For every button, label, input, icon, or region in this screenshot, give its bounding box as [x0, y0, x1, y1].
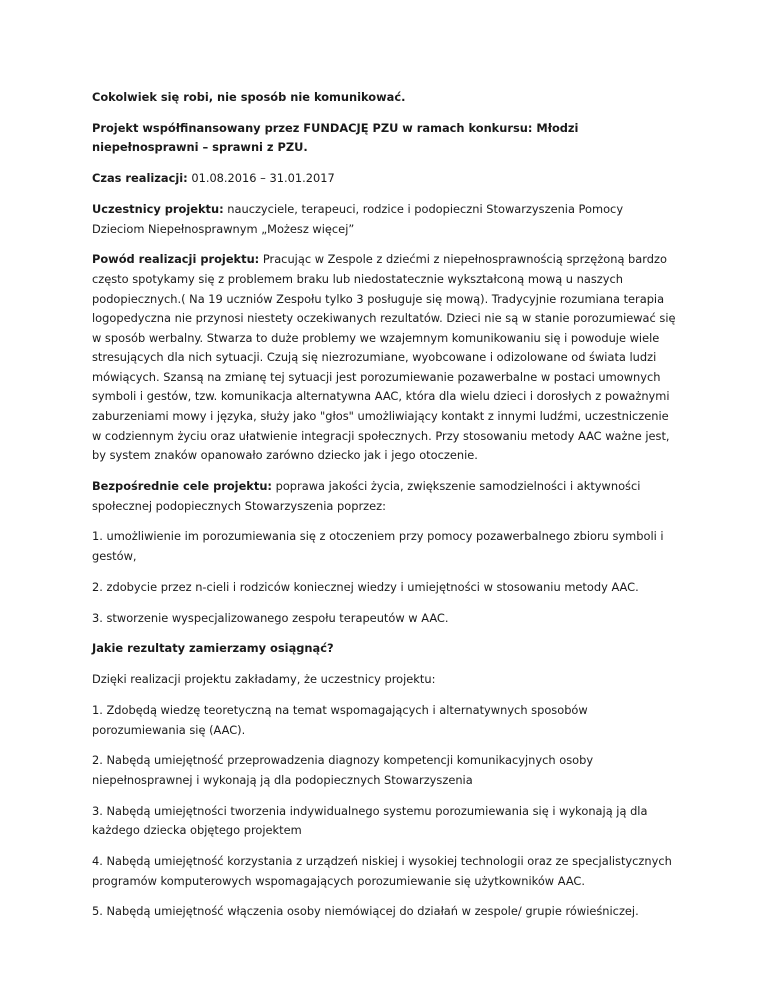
reason-paragraph — [92, 250, 678, 466]
goals-label: Bezpośrednie cele projektu: — [92, 479, 272, 494]
project-funding: Projekt współfinansowany przez FUNDACJĘ PZU w ramach konkursu: Młodzi niepełnosprawni – sprawni z PZU. — [92, 120, 579, 155]
result-item: 3. Nabędą umiejętności tworzenia indywidualnego systemu porozumiewania się i wykonają ją dla każdego dziecka objętego projektem — [92, 803, 648, 838]
results-intro: Dzięki realizacji projektu zakładamy, że uczestnicy projektu: — [92, 672, 436, 687]
result-item: 4. Nabędą umiejętność korzystania z urządzeń niskiej i wysokiej technologii oraz ze specjalistycznych programów komputerowych wspomagających porozumiewanie się użytkowników AAC. — [92, 854, 672, 888]
goals-paragraph — [92, 477, 678, 516]
goal-item: 1. umożliwienie im porozumiewania się z otoczeniem przy pomocy pozawerbalnego zbioru symboli i gestów, — [92, 529, 664, 563]
participants-paragraph — [92, 200, 678, 239]
time-label: Czas realizacji: — [92, 171, 188, 186]
goal-item: 3. stworzenie wyspecjalizowanego zespołu terapeutów w AAC. — [92, 610, 449, 625]
result-item: 5. Nabędą umiejętność włączenia osoby niemówiącej do działań w zespole/ grupie rówieśniczej. — [92, 904, 639, 919]
results-heading: Jakie rezultaty zamierzamy osiągnąć? — [92, 641, 334, 656]
reason-label: Powód realizacji projektu: — [92, 252, 260, 267]
result-item: 2. Nabędą umiejętność przeprowadzenia diagnozy kompetencji komunikacyjnych osoby niepełnosprawnej i wykonają ją dla podopiecznych Stowarzyszenia — [92, 753, 594, 787]
participants-value: nauczyciele, terapeuci, rodzice i podopieczni Stowarzyszenia Pomocy Dzieciom Niepełnosprawnym „Możesz więcej” — [92, 201, 624, 236]
goals-value: poprawa jakości życia, zwiększenie samodzielności i aktywności społecznej podopiecznych Stowarzyszenia poprzez: — [92, 479, 641, 513]
result-item: 1. Zdobędą wiedzę teoretyczną na temat wspomagających i alternatywnych sposobów porozumiewania się (AAC). — [92, 702, 588, 737]
time-value: 01.08.2016 – 31.01.2017 — [187, 171, 335, 186]
participants-label: Uczestnicy projektu: — [92, 201, 224, 216]
goal-item: 2. zdobycie przez n-cieli i rodziców koniecznej wiedzy i umiejętności w stosowaniu metody AAC. — [92, 579, 639, 594]
reason-value: Pracując w Zespole z dziećmi z niepełnosprawnością sprzężoną bardzo często spotykamy się z problemem braku lub niedostatecznie wykształconą mową u naszych podopiecznych.( Na 19 uczniów Zespołu tylko 3 posługuje się mową). Tradycyjnie rozumiana terapia logopedyczna nie przynosi niestety oczekiwanych rezultatów. Dzieci nie są w stanie porozumiewać się w sposób werbalny. Stwarza to duże problemy we wzajemnym komunikowaniu się i powoduje wiele stresujących dla nich sytuacji. Czują się niezrozumiane, wyobcowane i odizolowane od świata ludzi mówiących. Szansą na zmianę tej sytuacji jest porozumiewanie pozawerbalne w postaci umownych symboli i gestów, tzw. komunikacja alternatywna AAC, która dla wielu dzieci i dorosłych z poważnymi zaburzeniami mowy i języka, służy jako "głos" umożliwiający kontakt z innymi ludźmi, uczestniczenie w codziennym życiu oraz ułatwienie integracji społecznych. Przy stosowaniu metody AAC ważne jest, by system znaków opanowało zarówno dziecko jak i jego otoczenie. — [92, 252, 676, 463]
document-title: Cokolwiek się robi, nie sposób nie komunikować. — [92, 90, 406, 104]
time-paragraph — [92, 169, 678, 189]
